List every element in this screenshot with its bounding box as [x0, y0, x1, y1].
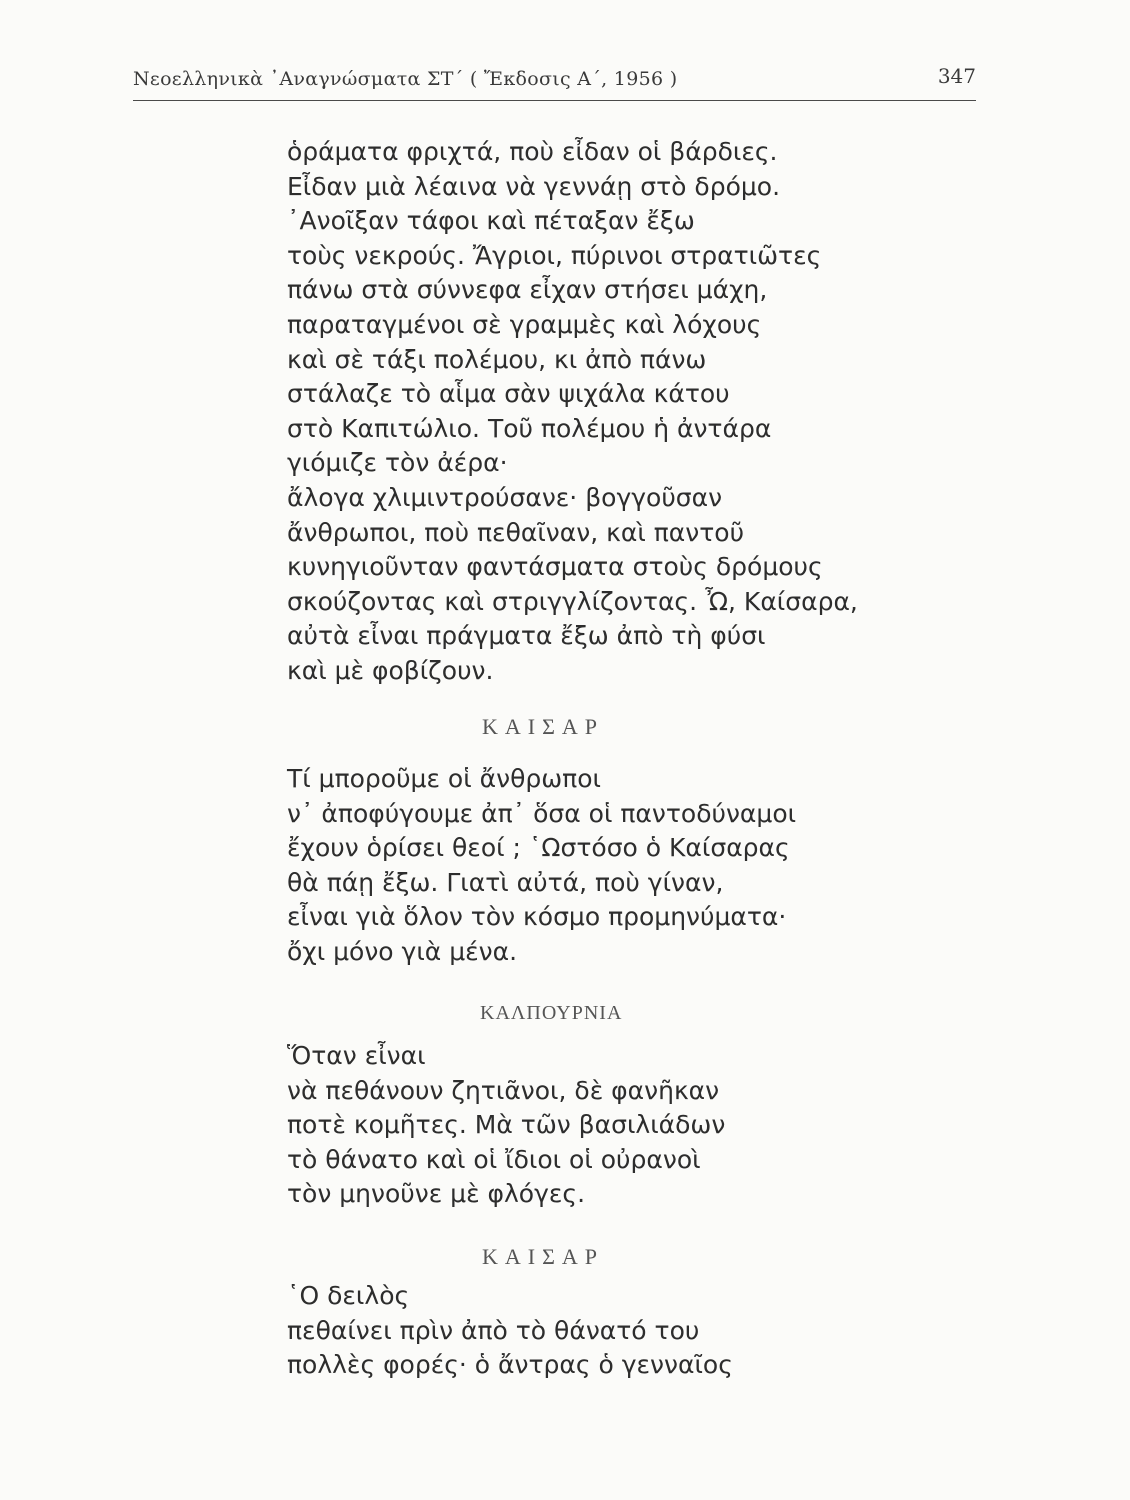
verse-line: σκούζοντας καὶ στριγγλίζοντας. Ὦ, Καίσαρα, [287, 586, 858, 616]
verse-line: στὸ Καπιτώλιο. Τοῦ πολέμου ἡ ἀντάρα [287, 413, 772, 443]
verse-line: νὰ πεθάνουν ζητιᾶνοι, δὲ φανῆκαν [287, 1075, 720, 1105]
verse-line: τὸν μηνοῦνε μὲ φλόγες. [287, 1179, 586, 1209]
running-header [133, 62, 976, 101]
verse-block-4 [287, 1279, 733, 1383]
verse-line: ᾿Ανοῖξαν τάφοι καὶ πέταξαν ἔξω [287, 206, 695, 236]
verse-line: ν᾿ ἀποφύγουμε ἀπ᾿ ὅσα οἱ παντοδύναμοι [287, 798, 797, 828]
verse-line: καὶ σὲ τάξι πολέμου, κι ἀπὸ πάνω [287, 344, 707, 374]
speaker-calpurnia: ΚΑΛΠΟΥΡΝΙΑ [480, 1002, 623, 1024]
verse-line: εἶναι γιὰ ὅλον τὸν κόσμο προμηνύματα· [287, 902, 787, 932]
verse-line: γιόμιζε τὸν ἀέρα· [287, 448, 508, 478]
verse-line: πεθαίνει πρὶν ἀπὸ τὸ θάνατό του [287, 1315, 700, 1345]
verse-line: θὰ πάῃ ἔξω. Γιατὶ αὐτά, ποὺ γίναν, [287, 867, 724, 897]
verse-line: τοὺς νεκρούς. Ἄγριοι, πύρινοι στρατιῶτες [287, 240, 822, 270]
verse-line: Εἶδαν μιὰ λέαινα νὰ γεννάῃ στὸ δρόμο. [287, 171, 781, 201]
speaker-caesar-2: ΚΑΙΣΑΡ [482, 1244, 605, 1269]
verse-line: πάνω στὰ σύννεφα εἶχαν στήσει μάχη, [287, 275, 768, 305]
verse-line: Ὅταν εἶναι [287, 1041, 426, 1070]
verse-line: καὶ μὲ φοβίζουν. [287, 655, 494, 685]
verse-line: ἄνθρωποι, ποὺ πεθαῖναν, καὶ παντοῦ [287, 517, 745, 547]
verse-line: ὁράματα φριχτά, ποὺ εἶδαν οἱ βάρδιες. [287, 137, 778, 166]
verse-line: παραταγμένοι σὲ γραμμὲς καὶ λόχους [287, 309, 762, 339]
verse-line: κυνηγιοῦνταν φαντάσματα στοὺς δρόμους [287, 552, 823, 582]
speaker-caesar: ΚΑΙΣΑΡ [482, 714, 605, 739]
verse-line: τὸ θάνατο καὶ οἱ ἴδιοι οἱ οὐρανοὶ [287, 1144, 701, 1174]
verse-block-3 [287, 1039, 725, 1212]
book-title: Νεοελληνικὰ ᾿Αναγνώσματα ΣΤ΄ ( Ἔκδοσις Α΄, 1956 ) [133, 68, 678, 90]
verse-line: στάλαζε τὸ αἷμα σὰν ψιχάλα κάτου [287, 379, 730, 409]
verse-block-1 [287, 135, 858, 689]
page-number: 347 [937, 64, 976, 88]
verse-line: ἔχουν ὁρίσει θεοί ; ῾Ωστόσο ὁ Καίσαρας [287, 833, 790, 863]
verse-line: ἄλογα χλιμιντρούσανε· βογγοῦσαν [287, 482, 723, 512]
verse-line: αὐτὰ εἶναι πράγματα ἔξω ἀπὸ τὴ φύσι [287, 621, 766, 651]
verse-line: Τί μποροῦμε οἱ ἄνθρωποι [287, 764, 601, 793]
verse-line: ὄχι μόνο γιὰ μένα. [287, 936, 518, 966]
verse-block-2 [287, 762, 796, 970]
verse-line: πολλὲς φορές· ὁ ἄντρας ὁ γενναῖος [287, 1350, 733, 1380]
verse-line: ποτὲ κομῆτες. Μὰ τῶν βασιλιάδων [287, 1110, 726, 1140]
verse-line: ῾Ο δειλὸς [287, 1281, 410, 1310]
